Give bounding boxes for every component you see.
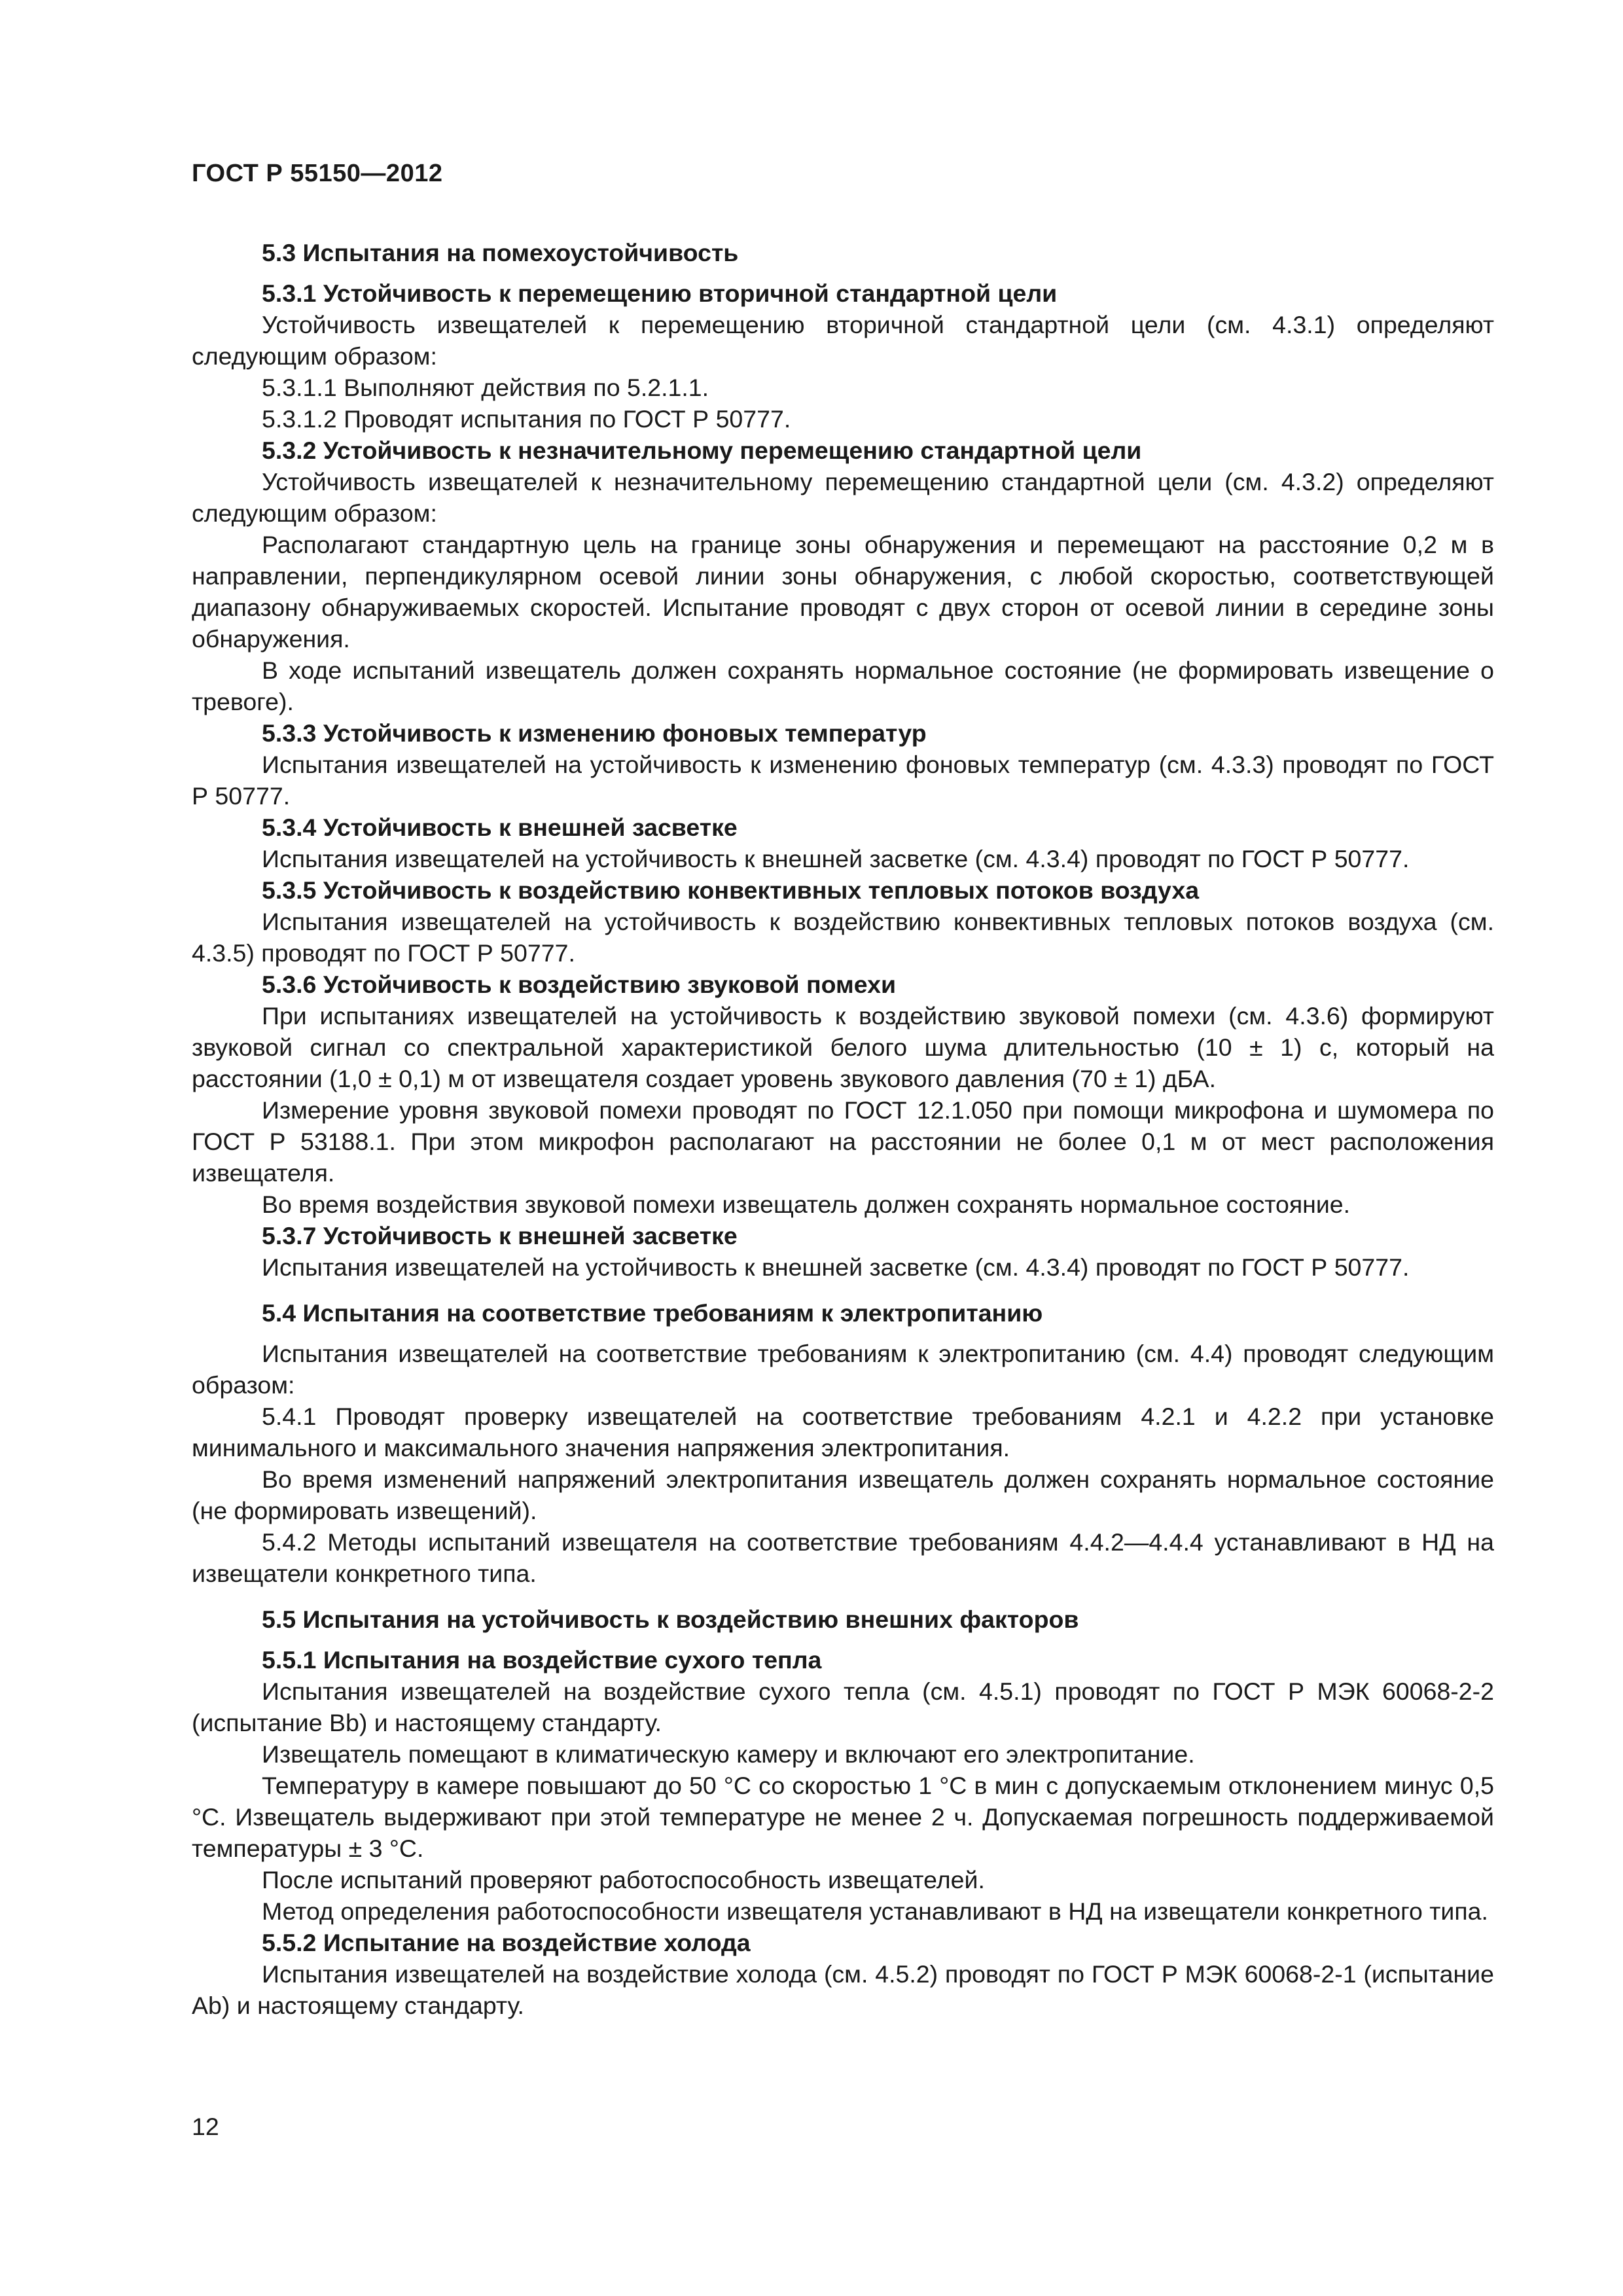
subsection-heading: 5.3.3 Устойчивость к изменению фоновых температур (262, 719, 927, 747)
subsection-heading: 5.3.1 Устойчивость к перемещению вторичной стандартной цели (262, 279, 1058, 307)
body-paragraph: 5.4.2 Методы испытаний извещателя на соответствие требованиям 4.4.2—4.4.4 устанавливают в НД на извещатели конкретного типа. (192, 1528, 1494, 1587)
subsection-heading: 5.3.5 Устойчивость к воздействию конвективных тепловых потоков воздуха (262, 876, 1200, 904)
document-header: ГОСТ Р 55150—2012 (192, 160, 443, 187)
body-paragraph: Испытания извещателей на воздействие сухого тепла (см. 4.5.1) проводят по ГОСТ Р МЭК 60068-2-2 (испытание Bb) и настоящему стандарту. (192, 1677, 1494, 1736)
subsection-heading: 5.3.7 Устойчивость к внешней засветке (262, 1222, 738, 1249)
document-body (192, 223, 1494, 2021)
body-paragraph: При испытаниях извещателей на устойчивость к воздействию звуковой помехи (см. 4.3.6) формируют звуковой сигнал со спектральной характеристикой белого шума длительностью (10 ± 1) с, который на расстоянии (1,0 ± 0,1) м от извещателя создает уровень звукового давления (70 ± 1) дБА. (192, 1002, 1494, 1092)
subsection-heading: 5.3.2 Устойчивость к незначительному перемещению стандартной цели (262, 437, 1142, 464)
body-paragraph: После испытаний проверяют работоспособность извещателей. (262, 1866, 985, 1893)
section-heading: 5.5 Испытания на устойчивость к воздействию внешних факторов (262, 1605, 1079, 1633)
section-heading: 5.4 Испытания на соответствие требованиям к электропитанию (262, 1299, 1043, 1327)
body-paragraph: Устойчивость извещателей к перемещению вторичной стандартной цели (см. 4.3.1) определяют следующим образом: (192, 311, 1494, 370)
body-paragraph: Испытания извещателей на воздействие холода (см. 4.5.2) проводят по ГОСТ Р МЭК 60068-2-1 (испытание Ab) и настоящему стандарту. (192, 1960, 1494, 2019)
body-paragraph: Испытания извещателей на устойчивость к изменению фоновых температур (см. 4.3.3) проводят по ГОСТ Р 50777. (192, 751, 1494, 810)
body-paragraph: 5.3.1.1 Выполняют действия по 5.2.1.1. (262, 374, 709, 401)
body-paragraph: Располагают стандартную цель на границе зоны обнаружения и перемещают на расстояние 0,2 м в направлении, перпендикулярном осевой линии зоны обнаружения, с любой скоростью, соответствующей диапазону обнаруживаемых скоростей. Испытание проводят с двух сторон от осевой линии в середине зоны обнаружения. (192, 531, 1494, 653)
body-paragraph: Измерение уровня звуковой помехи проводят по ГОСТ 12.1.050 при помощи микрофона и шумомера по ГОСТ Р 53188.1. При этом микрофон располагают на расстоянии не более 0,1 м от мест расположения извещателя. (192, 1096, 1494, 1187)
body-paragraph: Метод определения работоспособности извещателя устанавливают в НД на извещатели конкретного типа. (262, 1897, 1488, 1925)
body-paragraph: Во время воздействия звуковой помехи извещатель должен сохранять нормальное состояние. (262, 1191, 1351, 1218)
subsection-heading: 5.5.2 Испытание на воздействие холода (262, 1929, 751, 1956)
subsection-heading: 5.5.1 Испытания на воздействие сухого тепла (262, 1646, 822, 1674)
section-heading: 5.3 Испытания на помехоустойчивость (262, 239, 739, 266)
body-paragraph: Испытания извещателей на устойчивость к воздействию конвективных тепловых потоков воздуха (см. 4.3.5) проводят по ГОСТ Р 50777. (192, 908, 1494, 967)
body-paragraph: Испытания извещателей на устойчивость к внешней засветке (см. 4.3.4) проводят по ГОСТ Р 50777. (262, 1253, 1410, 1281)
body-paragraph: Извещатель помещают в климатическую камеру и включают его электропитание. (262, 1740, 1195, 1768)
body-paragraph: Испытания извещателей на соответствие требованиям к электропитанию (см. 4.4) проводят следующим образом: (192, 1340, 1494, 1399)
body-paragraph: В ходе испытаний извещатель должен сохранять нормальное состояние (не формировать извещение о тревоге). (192, 656, 1494, 715)
body-paragraph: Испытания извещателей на устойчивость к внешней засветке (см. 4.3.4) проводят по ГОСТ Р 50777. (262, 845, 1410, 872)
subsection-heading: 5.3.4 Устойчивость к внешней засветке (262, 814, 738, 841)
subsection-heading: 5.3.6 Устойчивость к воздействию звуковой помехи (262, 971, 897, 998)
body-paragraph: Во время изменений напряжений электропитания извещатель должен сохранять нормальное состояние (не формировать извещений). (192, 1465, 1494, 1524)
page-number: 12 (192, 2113, 219, 2140)
body-paragraph: Температуру в камере повышают до 50 °C со скоростью 1 °C в мин с допускаемым отклонением минус 0,5 °C. Извещатель выдерживают при этой температуре не менее 2 ч. Допускаемая погрешность поддерживаемой температуры ± 3 °C. (192, 1772, 1494, 1862)
body-paragraph: 5.4.1 Проводят проверку извещателей на соответствие требованиям 4.2.1 и 4.2.2 при установке минимального и максимального значения напряжения электропитания. (192, 1403, 1494, 1462)
body-paragraph: Устойчивость извещателей к незначительному перемещению стандартной цели (см. 4.3.2) определяют следующим образом: (192, 468, 1494, 527)
body-paragraph: 5.3.1.2 Проводят испытания по ГОСТ Р 50777. (262, 405, 791, 433)
